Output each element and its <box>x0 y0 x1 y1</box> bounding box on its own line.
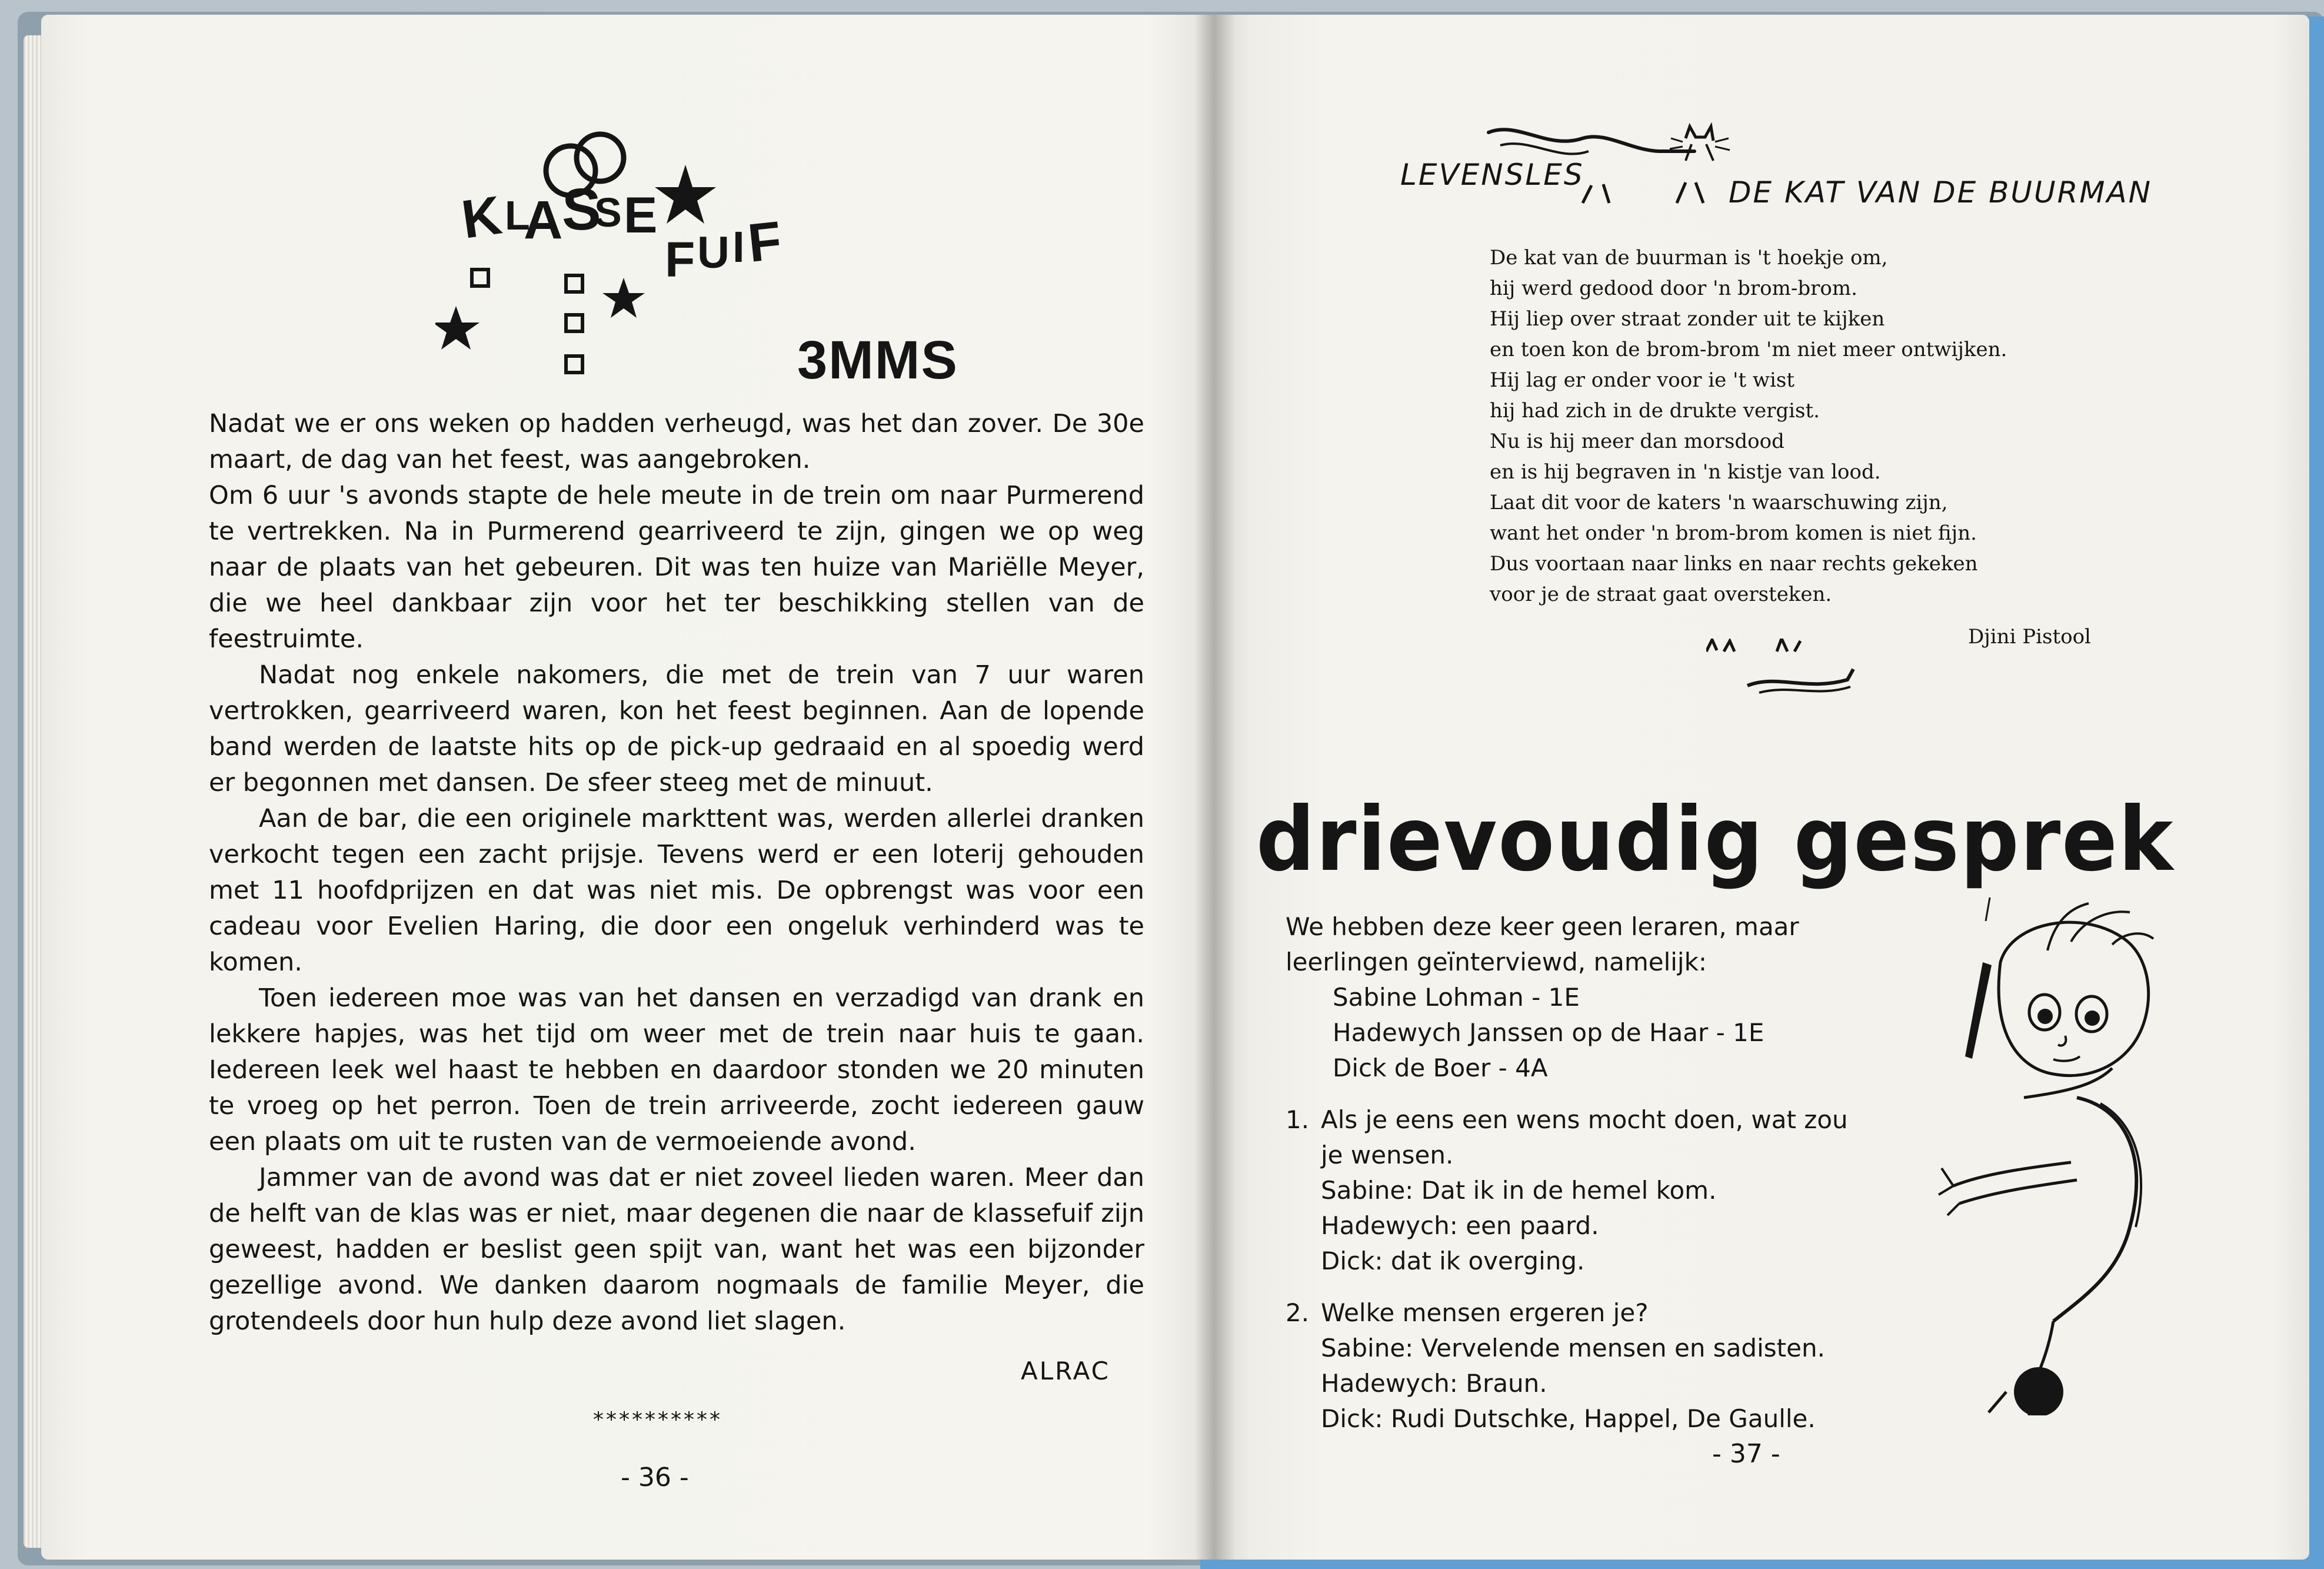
poem-author: Djini Pistool <box>1968 625 2091 649</box>
answer: Dick: Rudi Dutschke, Happel, De Gaulle. <box>1321 1404 1816 1433</box>
svg-text:S: S <box>562 177 601 242</box>
interviewee: Hadewych Janssen op de Haar - 1E <box>1333 1018 1764 1047</box>
svg-text:L: L <box>505 192 530 238</box>
question-text: Als je eens een wens mocht doen, wat zou <box>1321 1105 1848 1134</box>
question <box>1286 1102 2021 1138</box>
interview <box>1286 909 2021 1437</box>
question-number: 1. <box>1286 1105 1310 1134</box>
poem-line: Dus voortaan naar links en naar rechts gekeken <box>1490 552 1978 576</box>
poem-line: Hij liep over straat zonder uit te kijken <box>1490 307 1885 331</box>
question-number: 2. <box>1286 1298 1310 1327</box>
svg-text:A: A <box>524 190 563 250</box>
question <box>1286 1295 2021 1331</box>
svg-text:F: F <box>665 232 695 287</box>
page-number: - 37 - <box>1712 1439 1780 1469</box>
svg-text:K: K <box>458 185 505 250</box>
grass-drawing <box>1706 639 1859 709</box>
book-gutter <box>1194 15 1236 1560</box>
poem-line: Nu is hij meer dan morsdood <box>1490 430 1784 453</box>
section-title: drievoudig gesprek <box>1256 789 2175 891</box>
poem-line: Laat dit voor de katers 'n waarschuwing zijn, <box>1490 491 1948 514</box>
svg-text:E: E <box>624 187 658 244</box>
svg-text:S: S <box>594 190 622 235</box>
poem-line: en is hij begraven in 'n kistje van lood. <box>1490 460 1881 484</box>
answer: Sabine: Vervelende mensen en sadisten. <box>1321 1334 1825 1362</box>
class-title: 3MMS <box>797 330 958 390</box>
question-text: je wensen. <box>1321 1141 1454 1169</box>
poem-line: en toen kon de brom-brom 'm niet meer ontwijken. <box>1490 338 2007 361</box>
character-drawing <box>1936 886 2171 1415</box>
svg-text:F: F <box>745 210 784 274</box>
interviewee: Sabine Lohman - 1E <box>1333 983 1580 1012</box>
klassefuif-logo <box>435 118 824 400</box>
intro-line: leerlingen geïnterviewd, namelijk: <box>1286 948 1707 976</box>
poem-line: hij werd gedood door 'n brom-brom. <box>1490 277 1857 300</box>
answer: Sabine: Dat ik in de hemel kom. <box>1321 1176 1717 1205</box>
poem-line: voor je de straat gaat oversteken. <box>1490 583 1832 606</box>
paragraph: Om 6 uur 's avonds stapte de hele meute in de trein om naar Purmerend te vertrekken. Na in Purmerend gearriveerd te zijn, gingen we op weg naar de plaats van het gebeuren. Dit was ten huize van Mariëlle Meyer, die we heel dankbaar zijn voor het ter beschikking stellen van de feestruimte. <box>209 481 1144 654</box>
svg-text:U: U <box>697 228 730 278</box>
answer: Dick: dat ik overging. <box>1321 1246 1585 1275</box>
author-signature: ALRAC <box>1021 1357 1110 1385</box>
paragraph: Nadat nog enkele nakomers, die met de trein van 7 uur waren vertrokken, gearriveerd waren, kon het feest beginnen. Aan de lopende band werden de laatste hits op de pick-up gedraaid en al spoedig werd er begonnen met dansen. De sfeer steeg met de minuut. <box>209 660 1144 797</box>
paragraph: Nadat we er ons weken op hadden verheugd, was het dan zover. De 30e maart, de dag van het feest, was aangebroken. <box>209 409 1144 474</box>
poem-line: want het onder 'n brom-brom komen is niet fijn. <box>1490 521 1977 545</box>
svg-text:I: I <box>733 222 745 271</box>
poem-title: DE KAT VAN DE BUURMAN <box>1729 175 2153 210</box>
poem <box>1490 242 2019 610</box>
poem-title-label: LEVENSLES <box>1400 158 1584 192</box>
intro-line: We hebben deze keer geen leraren, maar <box>1286 912 1799 941</box>
page-number: - 36 - <box>621 1462 689 1492</box>
interviewee: Dick de Boer - 4A <box>1333 1053 1548 1082</box>
paragraph: Jammer van de avond was dat er niet zoveel lieden waren. Meer dan de helft van de klas was er niet, maar degenen die naar de klassefuif zijn geweest, hadden er beslist geen spijt van, want het was een bijzonder gezellige avond. We danken daarom nogmaals de familie Meyer, die grotendeels door hun hulp deze avond liet slagen. <box>209 1163 1144 1336</box>
poem-line: De kat van de buurman is 't hoekje om, <box>1490 246 1888 270</box>
question-text: Welke mensen ergeren je? <box>1321 1298 1649 1327</box>
paragraph: Aan de bar, die een originele markttent was, werden allerlei dranken verkocht tegen een zacht prijsje. Tevens werd er een loterij gehouden met 11 hoofdprijzen en dat was niet mis. De opbrengst was voor een cadeau voor Evelien Haring, die door een ongeluk verhinderd was te komen. <box>209 804 1144 977</box>
answer: Hadewych: een paard. <box>1321 1211 1599 1240</box>
separator: ********** <box>593 1408 722 1432</box>
article-body <box>209 406 1144 1339</box>
poem-line: Hij lag er onder voor ie 't wist <box>1490 368 1795 392</box>
poem-line: hij had zich in de drukte vergist. <box>1490 399 1820 423</box>
answer: Hadewych: Braun. <box>1321 1369 1547 1398</box>
page-edges <box>24 35 41 1548</box>
paragraph: Toen iedereen moe was van het dansen en verzadigd van drank en lekkere hapjes, was het tijd om weer met de trein naar huis te gaan. Iedereen leek wel haast te hebben en daardoor stonden we 20 minuten te vroeg op het perron. Toen de trein arriveerde, zocht iedereen gauw een plaats om uit te rusten van de vermoeiende avond. <box>209 983 1144 1156</box>
